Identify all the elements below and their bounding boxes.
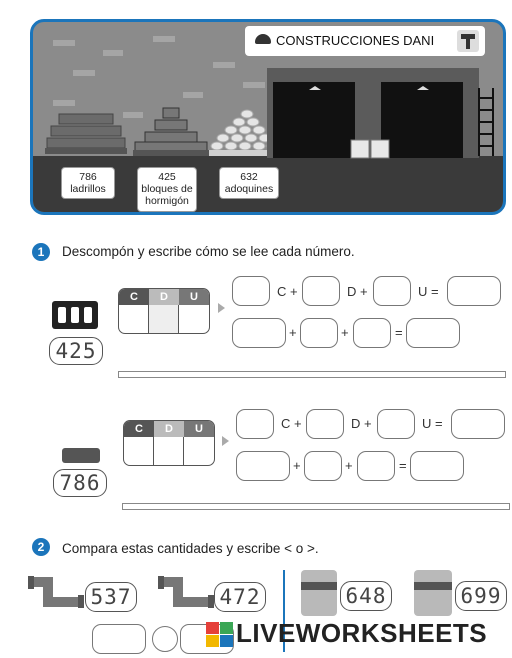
- op-units: U =: [422, 416, 443, 431]
- cdu-header-d: D: [154, 421, 184, 437]
- cdu-table-2: [123, 420, 215, 466]
- answer-box-units[interactable]: [373, 276, 411, 306]
- answer-box-tens[interactable]: [306, 409, 344, 439]
- watermark-text: LIVEWORKSHEETS: [236, 618, 488, 648]
- hardhat-icon: [255, 34, 271, 44]
- cdu-header-c: C: [124, 421, 154, 437]
- pipe-icon: [158, 574, 216, 612]
- cdu-cell-u[interactable]: [179, 305, 209, 334]
- answer-box-hundreds[interactable]: [236, 409, 274, 439]
- cdu-cell-u[interactable]: [184, 437, 214, 466]
- cdu-cell-c[interactable]: [119, 305, 149, 334]
- compare-value-472: 472: [214, 582, 266, 612]
- exercise-instruction: Compara estas cantidades y escribe < o >.: [62, 541, 319, 556]
- cement-sack-icon: [301, 570, 337, 616]
- sum-box-hundreds[interactable]: [236, 451, 290, 481]
- compare-value-648: 648: [340, 581, 392, 611]
- op-tens: D +: [351, 416, 372, 431]
- answer-box-total[interactable]: [447, 276, 501, 306]
- number-card-425: 425: [49, 337, 103, 365]
- cdu-table-1: [118, 288, 210, 334]
- exercise-number-badge: 1: [32, 243, 50, 261]
- sign-text: CONSTRUCCIONES DANI: [276, 33, 435, 48]
- answer-box-total[interactable]: [451, 409, 505, 439]
- op-tens: D +: [347, 284, 368, 299]
- compare-answer-box[interactable]: [92, 624, 146, 654]
- sum-box-units[interactable]: [353, 318, 391, 348]
- stock-label-blocks: 425 bloques de hormigón: [137, 167, 197, 212]
- sum-box-tens[interactable]: [300, 318, 338, 348]
- sum-box-total[interactable]: [406, 318, 460, 348]
- op-plus: +: [345, 458, 353, 473]
- cdu-cell-d[interactable]: [154, 437, 184, 466]
- number-card-786: 786: [53, 469, 107, 497]
- op-plus: +: [289, 325, 297, 340]
- cdu-header-u: U: [179, 289, 209, 305]
- pipe-icon: [28, 574, 86, 612]
- op-plus: +: [341, 325, 349, 340]
- cdu-cell-c[interactable]: [124, 437, 154, 466]
- hundreds-block-icon: [52, 301, 98, 329]
- sum-box-total[interactable]: [410, 451, 464, 481]
- live-badge-icon: [206, 622, 234, 648]
- exercise-number-badge: 2: [32, 538, 50, 556]
- cdu-header-c: C: [119, 289, 149, 305]
- op-hundreds: C +: [277, 284, 298, 299]
- answer-box-tens[interactable]: [302, 276, 340, 306]
- compare-symbol-circle[interactable]: [152, 626, 178, 652]
- liveworksheets-watermark: [206, 618, 506, 652]
- answer-box-hundreds[interactable]: [232, 276, 270, 306]
- sum-box-units[interactable]: [357, 451, 395, 481]
- stock-label-bricks: 786 ladrillos: [61, 167, 115, 199]
- writing-line[interactable]: [122, 503, 510, 510]
- cdu-header-d: D: [149, 289, 179, 305]
- exercise-instruction: Descompón y escribe cómo se lee cada número.: [62, 244, 355, 259]
- arrow-right-icon: [222, 436, 229, 446]
- compare-value-699: 699: [455, 581, 507, 611]
- arrow-right-icon: [218, 303, 225, 313]
- cement-sack-icon: [414, 570, 452, 616]
- company-sign: [245, 26, 485, 56]
- cdu-cell-d[interactable]: [149, 305, 179, 334]
- tens-block-icon: [62, 448, 100, 463]
- warehouse-banner: [30, 19, 506, 215]
- sum-box-hundreds[interactable]: [232, 318, 286, 348]
- op-equals: =: [399, 458, 407, 473]
- sum-box-tens[interactable]: [304, 451, 342, 481]
- hammer-icon: [457, 30, 479, 52]
- compare-value-537: 537: [85, 582, 137, 612]
- op-units: U =: [418, 284, 439, 299]
- answer-box-units[interactable]: [377, 409, 415, 439]
- writing-line[interactable]: [118, 371, 506, 378]
- stock-label-cobblestones: 632 adoquines: [219, 167, 279, 199]
- op-equals: =: [395, 325, 403, 340]
- op-plus: +: [293, 458, 301, 473]
- op-hundreds: C +: [281, 416, 302, 431]
- cdu-header-u: U: [184, 421, 214, 437]
